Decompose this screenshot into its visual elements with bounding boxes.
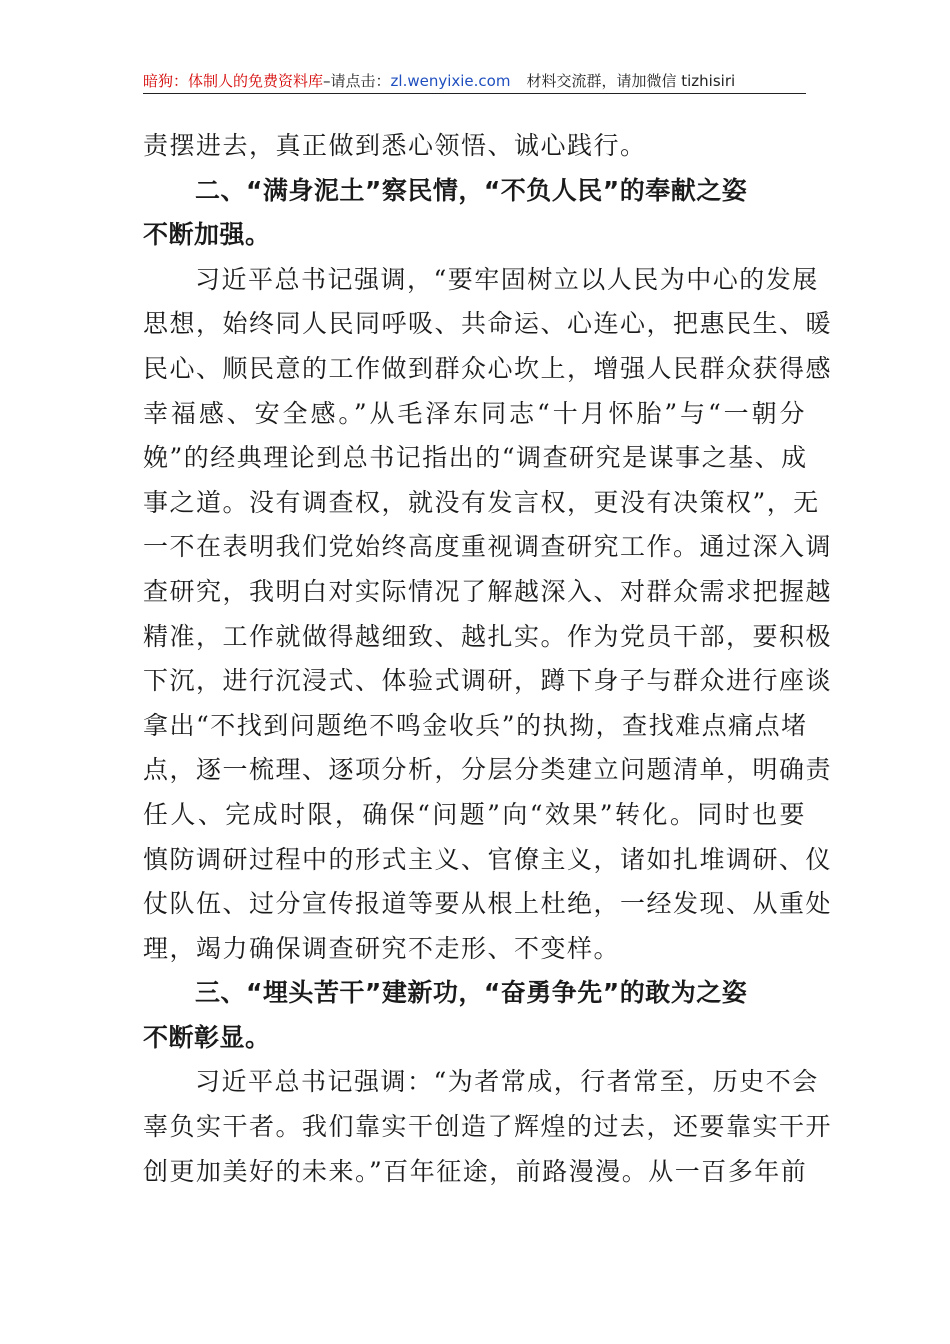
body-line: 一不在表明我们党始终高度重视调查研究工作。通过深入调 (143, 532, 833, 562)
body-line: 仗队伍、过分宣传报道等要从根上杜绝，一经发现、从重处 (143, 889, 833, 919)
body-line: 事之道。没有调查权，就没有发言权，更没有决策权”，无 (143, 487, 820, 517)
section-heading-2: 二、“满身泥土”察民情，“不负人民”的奉献之姿 (195, 175, 748, 205)
header-separator: –请点击： (323, 72, 391, 90)
body-line: 民心、顺民意的工作做到群众心坎上，增强人民群众获得感 (143, 353, 833, 383)
section-heading-2-cont: 不断加强。 (143, 220, 271, 250)
body-line: 娩”的经典理论到总书记指出的“调查研究是谋事之基、成 (143, 443, 808, 473)
body-line: 创更加美好的未来。”百年征途，前路漫漫。从一百多年前 (143, 1156, 808, 1186)
header-link[interactable]: zl.wenyixie.com (390, 72, 511, 90)
body-line: 慎防调研过程中的形式主义、官僚主义，诸如扎堆调研、仪 (143, 844, 833, 874)
body-line: 理，竭力确保调查研究不走形、不变样。 (143, 933, 621, 963)
body-line: 精准，工作就做得越细致、越扎实。作为党员干部，要积极 (143, 621, 833, 651)
body-line: 习近平总书记强调：“为者常成，行者常至，历史不会 (195, 1067, 819, 1097)
body-line: 拿出“不找到问题绝不鸣金收兵”的执拗，查找难点痛点堵 (143, 710, 808, 740)
body-line: 点，逐一梳理、逐项分析，分层分类建立问题清单，明确责 (143, 755, 833, 785)
body-line: 任人、完成时限，确保“问题”向“效果”转化。同时也要 (143, 799, 806, 829)
body-line: 查研究，我明白对实际情况了解越深入、对群众需求把握越 (143, 576, 833, 606)
body-line: 思想，始终同人民同呼吸、共命运、心连心，把惠民生、暖 (143, 309, 833, 339)
section-heading-3: 三、“埋头苦干”建新功，“奋勇争先”的敢为之姿 (195, 978, 748, 1008)
body-line: 幸福感、安全感。”从毛泽东同志“十月怀胎”与“一朝分 (143, 398, 807, 428)
body-line: 下沉，进行沉浸式、体验式调研，蹲下身子与群众进行座谈 (143, 666, 833, 696)
body-line: 辜负实干者。我们靠实干创造了辉煌的过去，还要靠实干开 (143, 1112, 833, 1142)
document-body (143, 124, 833, 1194)
body-line: 责摆进去，真正做到悉心领悟、诚心践行。 (143, 131, 647, 160)
header-brand: 暗狗：体制人的免费资料库 (143, 72, 324, 90)
header-group-note: 材料交流群，请加微信 tizhisiri (526, 72, 736, 90)
header-divider (143, 93, 806, 94)
page-header (143, 70, 806, 92)
section-heading-3-cont: 不断彰显。 (143, 1022, 271, 1052)
body-line: 习近平总书记强调，“要牢固树立以人民为中心的发展 (195, 264, 819, 294)
